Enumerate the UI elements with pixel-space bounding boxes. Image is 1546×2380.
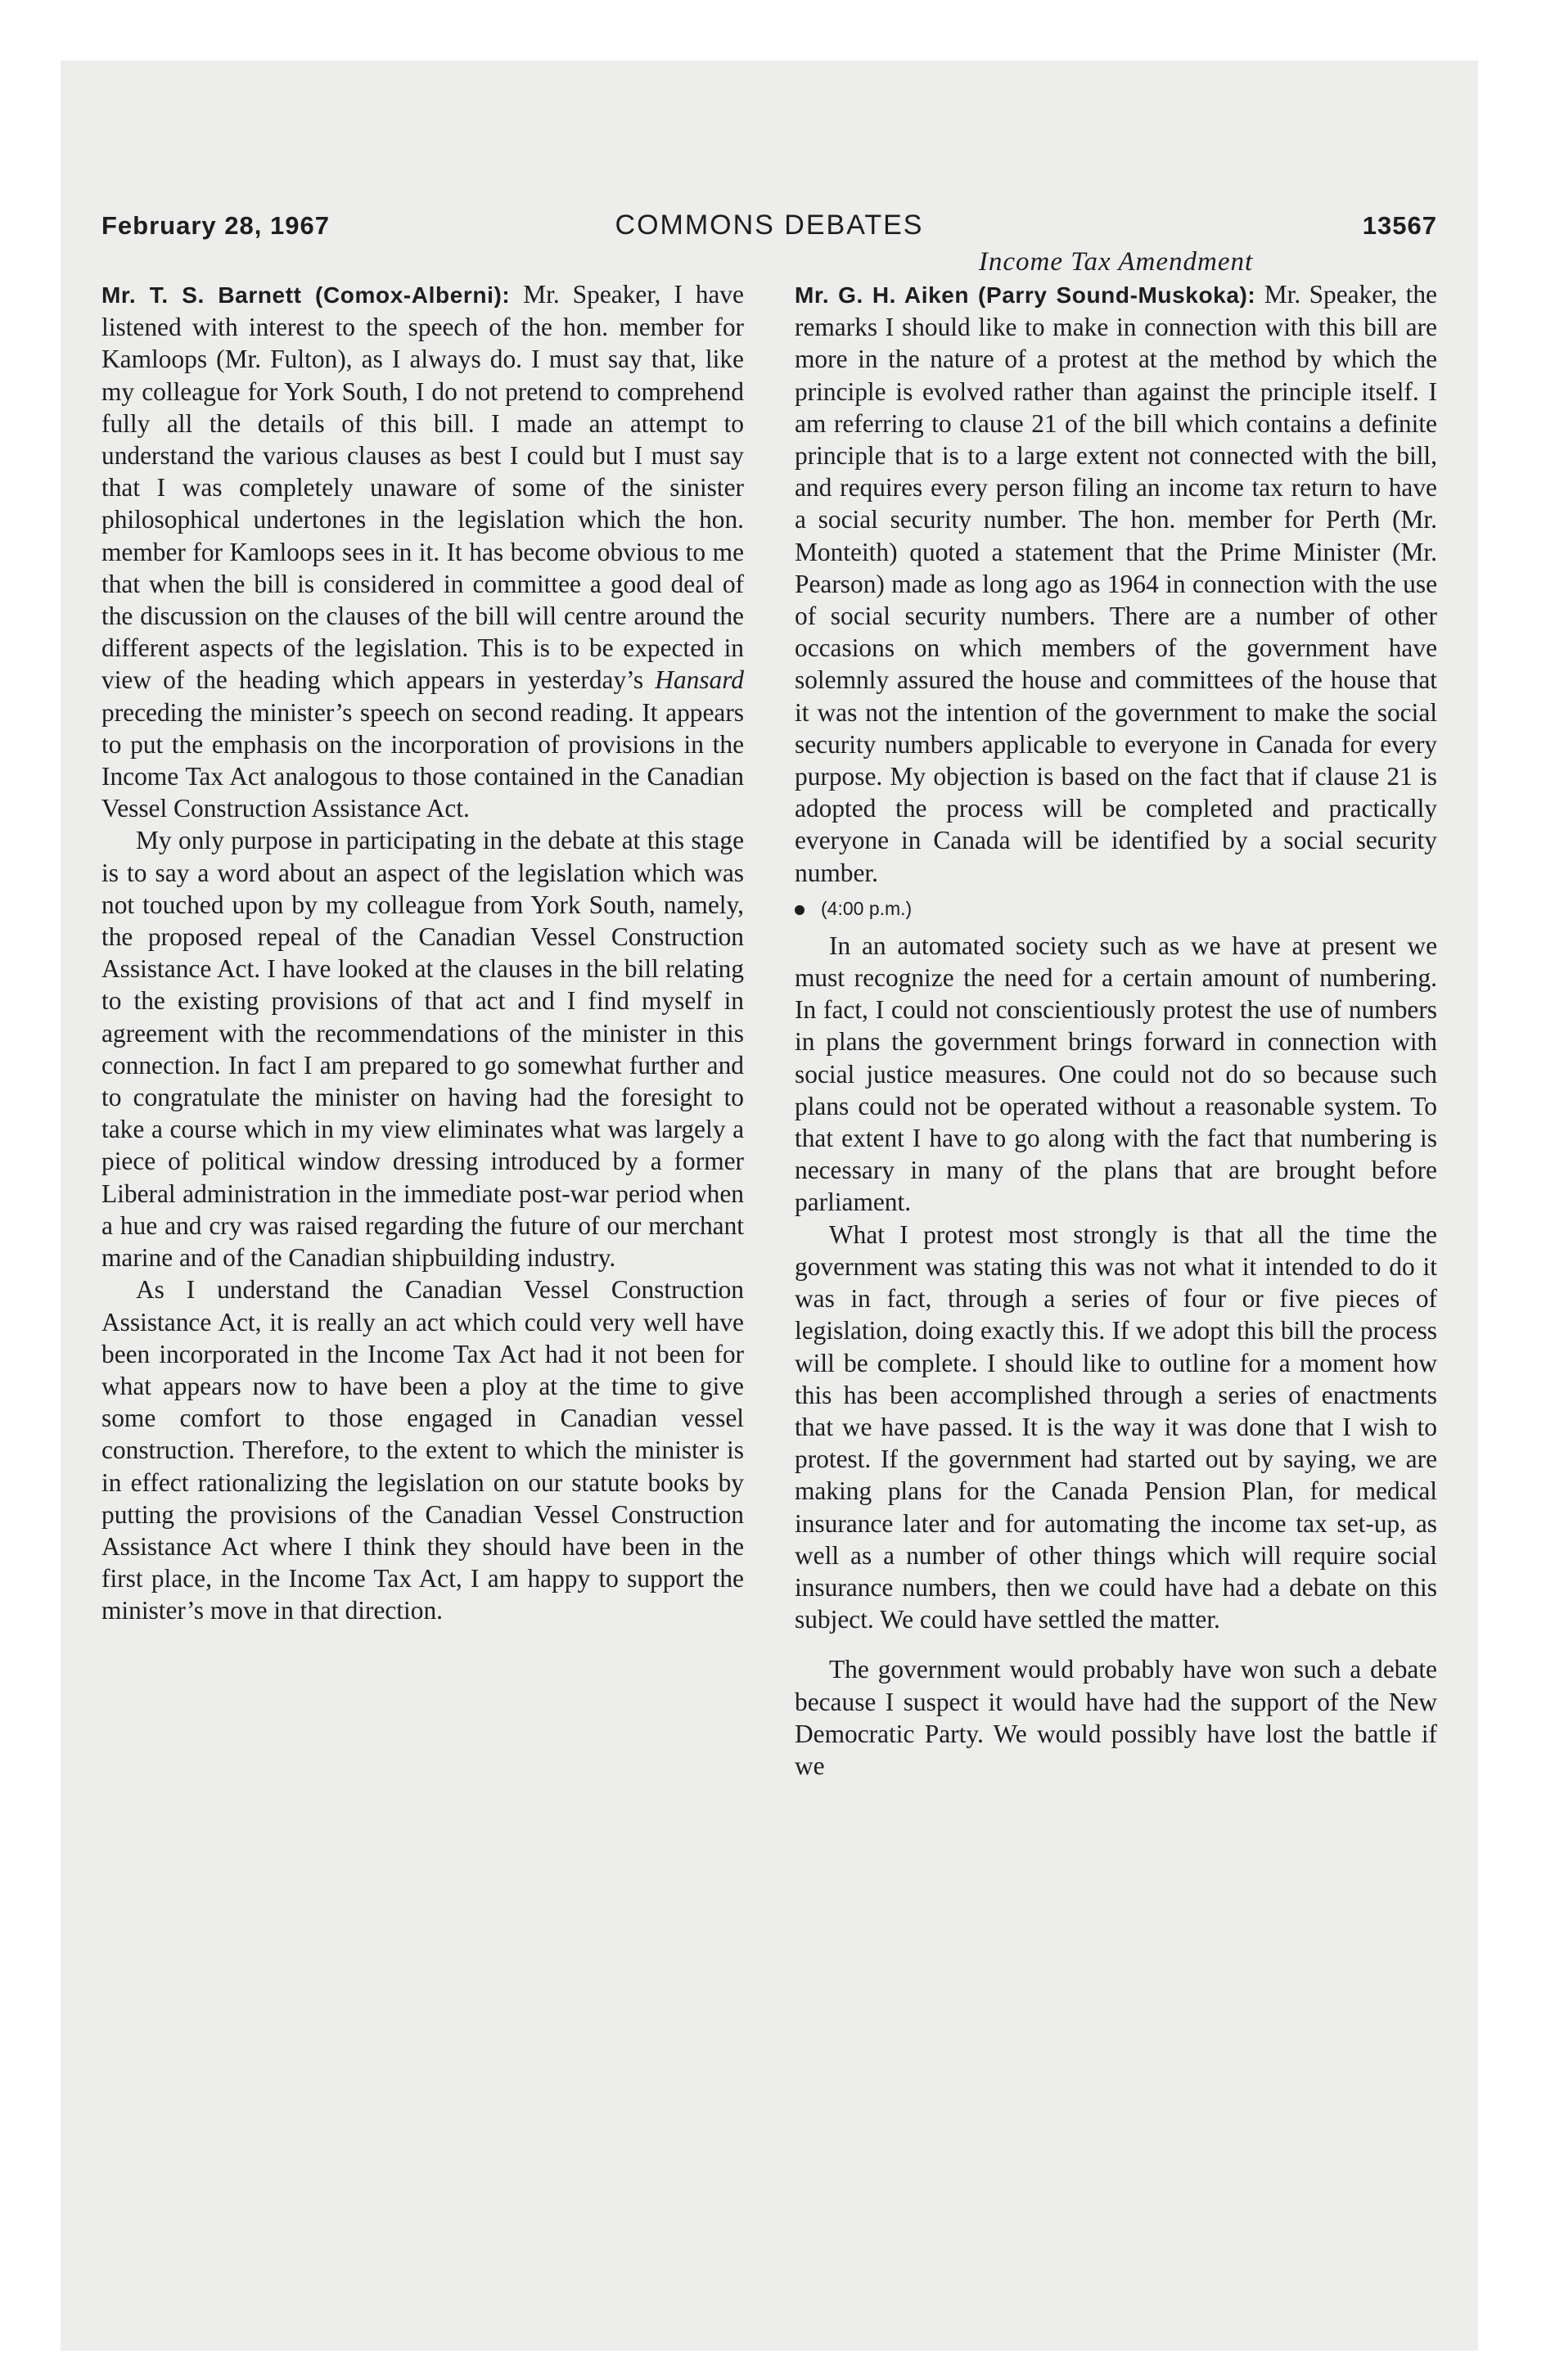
running-head [101, 210, 1437, 246]
paragraph: The government would probably have won such a debate because I suspect it would have had the support of the New Democratic Party. We would possibly have lost the battle if we [795, 1655, 1437, 1780]
scanned-page [61, 61, 1478, 2351]
page-number: 13567 [1362, 211, 1437, 240]
bullet-icon [795, 905, 805, 915]
time-marker [795, 894, 1437, 923]
paragraph-text: Mr. Speaker, the remarks I should like to make in connection with this bill are more in the nature of a protest at the method by which the principle is evolved rather than against the principle itself. I am referring to clause 21 of the bill which contains a definite principle that is to a large extent not connected with the bill, and requires every person filing an income tax return to have a social security number. The hon. member for Perth (Mr. Monteith) quoted a statement that the Prime Minister (Mr. Pearson) made as long ago as 1964 in connection with the use of social security numbers. There are a number of other occasions on which members of the government have solemnly assured the house and committees of the house that it was not the intention of the government to make the social security numbers applicable to everyone in Canada for every purpose. My objection is based on the fact that if clause 21 is adopted the process will be completed and practically everyone in Canada will be identified by a social security number. [795, 280, 1437, 887]
italic-reference: Hansard [655, 665, 744, 695]
speaker-name: Mr. G. H. Aiken (Parry Sound-Muskoka): [795, 282, 1256, 308]
paragraph: As I understand the Canadian Vessel Construction Assistance Act, it is really an act which could very well have been incorporated in the Income Tax Act had it not been for what appears now to have been a ploy at the time to give some comfort to those engaged in Canadian vessel construction. Therefore, to the extent to which the minister is in effect rationalizing the legislation on our statute books by putting the provisions of the Canadian Vessel Construction Assistance Act where I think they should have been in the first place, in the Income Tax Act, I am happy to support the minister’s move in that direction. [101, 1275, 744, 1625]
paragraph-text: Mr. Speaker, I have listened with interest to the speech of the hon. member for Kamloops (Mr. Fulton), as I always do. I must say that, like my colleague for York South, I do not pretend to comprehend fully all the details of this bill. I made an attempt to understand the various clauses as best I could but I must say that I was completely unaware of some of the sinister philosophical undertones in the legislation which the hon. member for Kamloops sees in it. It has become obvious to me that when the bill is considered in committee a good deal of the discussion on the clauses of the bill will centre around the different aspects of the legislation. This is to be expected in view of the heading which appears in yesterday’s [101, 280, 744, 695]
journal-title: COMMONS DEBATES [615, 210, 924, 241]
section-heading: Income Tax Amendment [978, 247, 1254, 277]
paragraph: What I protest most strongly is that all the time the government was stating this was not what it intended to do it was in fact, through a series of four or five pieces of legislation, doing exactly this. If we adopt this bill the process will be complete. I should like to outline for a moment how this has been accomplished through a series of enactments that we have passed. It is the way it was done that I wish to protest. If the government had started out by saying, we are making plans for the Canada Pension Plan, for medical insurance later and for automating the income tax set-up, as well as a number of other things which will require social insurance numbers, then we could have had a debate on this subject. We could have settled the matter. [795, 1219, 1437, 1634]
paragraph: In an automated society such as we have at present we must recognize the need for a certain amount of numbering. In fact, I could not conscientiously protest the use of numbers in plans the government brings forward in connection with social justice measures. One could not do so because such plans could not be operated without a reasonable system. To that extent I have to go along with the fact that numbering is necessary in many of the plans that are brought before parliament. [795, 931, 1437, 1217]
paragraph: My only purpose in participating in the debate at this stage is to say a word about an aspect of the legislation which was not touched upon by my colleague from York South, namely, the proposed repeal of the Canadian Vessel Construction Assistance Act. I have looked at the clauses in the bill relating to the existing provisions of that act and I find myself in agreement with the recommendations of the minister in this connection. In fact I am prepared to go somewhat further and to congratulate the minister on having had the foresight to take a course which in my view eliminates what was largely a piece of political window dressing introduced by a former Liberal administration in the immediate post-war period when a hue and cry was raised regarding the future of our merchant marine and of the Canadian shipbuilding industry. [101, 826, 744, 1273]
paragraph [795, 278, 1437, 889]
time-marker-text: (4:00 p.m.) [821, 897, 913, 919]
text-columns [101, 246, 1437, 1782]
paragraph [101, 278, 744, 824]
speaker-name: Mr. T. S. Barnett (Comox-Alberni): [101, 282, 511, 308]
paragraph-gap [795, 1635, 1437, 1653]
document-page [101, 210, 1437, 1782]
right-column [795, 246, 1437, 1782]
left-column [101, 246, 744, 1782]
paragraph-text: preceding the minister’s speech on second reading. It appears to put the emphasis on the incorporation of provisions in the Income Tax Act analogous to those contained in the Canadian Vessel Construction Assistance Act. [101, 697, 744, 823]
publication-date: February 28, 1967 [101, 211, 330, 240]
